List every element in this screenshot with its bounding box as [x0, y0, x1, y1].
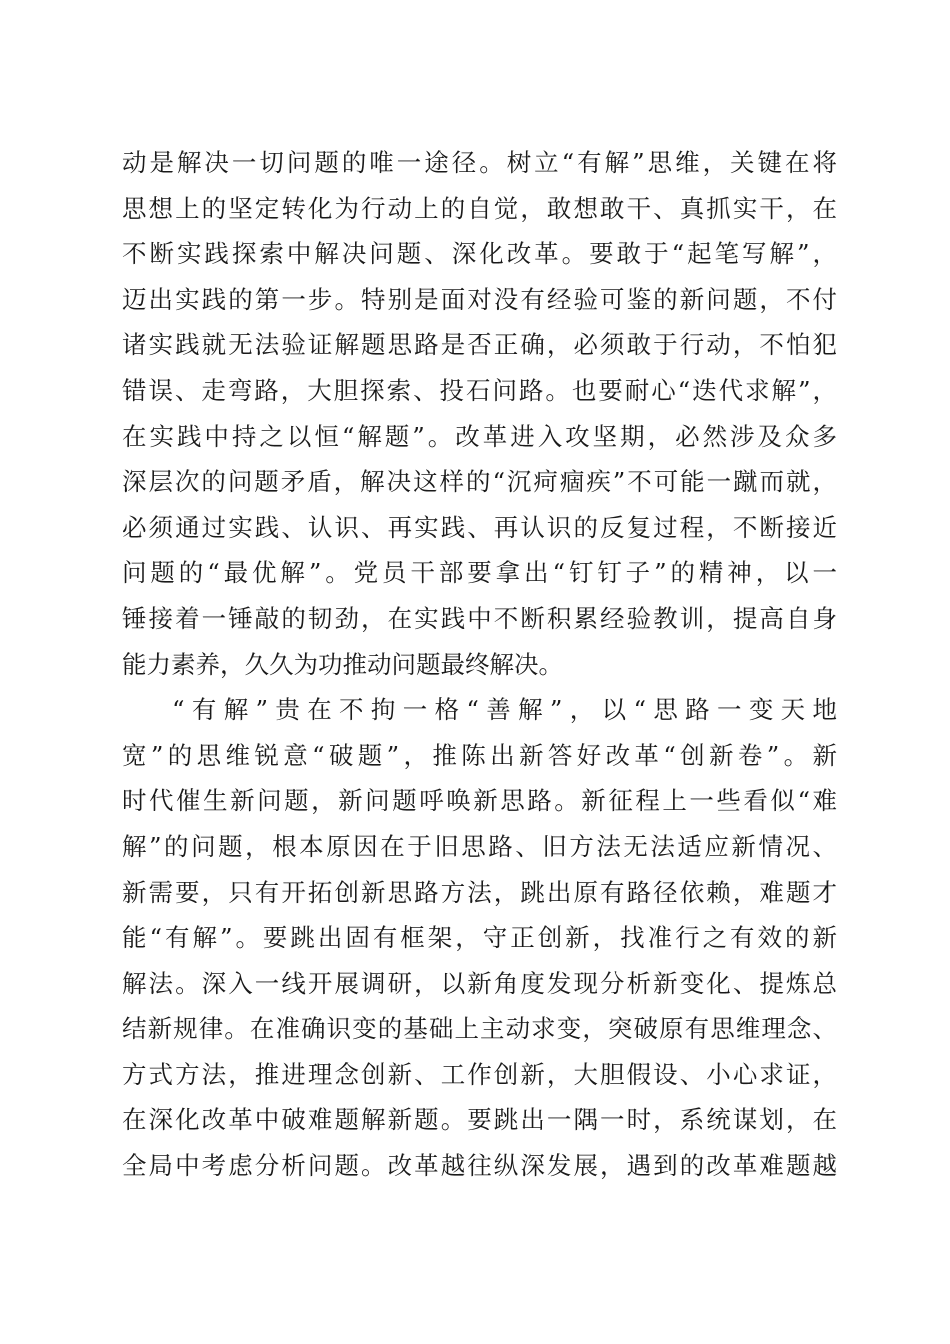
text-line: 结新规律。在准确识变的基础上主动求变，突破原有思维理念、 [122, 1014, 837, 1044]
body-text [122, 140, 837, 1189]
text-line: 方式方法，推进理念创新、工作创新，大胆假设、小心求证， [122, 1059, 837, 1089]
text-line: 能力素养，久久为功推动问题最终解决。 [122, 649, 563, 679]
text-line: 不断实践探索中解决问题、深化改革。要敢于“起笔写解”， [122, 239, 837, 269]
text-line: 思想上的坚定转化为行动上的自觉，敢想敢干、真抓实干，在 [122, 193, 837, 223]
text-line: 全局中考虑分析问题。改革越往纵深发展，遇到的改革难题越 [122, 1151, 837, 1181]
text-line: 在实践中持之以恒“解题”。改革进入攻坚期，必然涉及众多 [122, 421, 837, 451]
text-line: 问题的“最优解”。党员干部要拿出“钉钉子”的精神，以一 [122, 558, 837, 588]
text-line: 迈出实践的第一步。特别是面对没有经验可鉴的新问题，不付 [122, 284, 837, 314]
paragraph-1 [122, 140, 837, 687]
text-line: 解”的问题，根本原因在于旧思路、旧方法无法适应新情况、 [122, 831, 837, 861]
text-line: 必须通过实践、认识、再实践、再认识的反复过程，不断接近 [122, 512, 837, 542]
text-line: 错误、走弯路，大胆探索、投石问路。也要耐心“迭代求解”， [122, 375, 837, 405]
text-line: 时代催生新问题，新问题呼唤新思路。新征程上一些看似“难 [122, 786, 837, 816]
text-line: 宽”的思维锐意“破题”，推陈出新答好改革“创新卷”。新 [122, 740, 837, 770]
text-line: 在深化改革中破难题解新题。要跳出一隅一时，系统谋划，在 [122, 1105, 837, 1135]
text-line: 能“有解”。要跳出固有框架，守正创新，找准行之有效的新 [122, 923, 837, 953]
text-line: “有解”贵在不拘一格“善解”，以“思路一变天地 [172, 695, 837, 725]
text-line: 新需要，只有开拓创新思路方法，跳出原有路径依赖，难题才 [122, 877, 837, 907]
text-line: 动是解决一切问题的唯一途径。树立“有解”思维，关键在将 [122, 148, 837, 177]
text-line: 深层次的问题矛盾，解决这样的“沉疴痼疾”不可能一蹴而就， [122, 467, 837, 497]
text-line: 诸实践就无法验证解题思路是否正确，必须敢于行动，不怕犯 [122, 330, 837, 360]
text-line: 锤接着一锤敲的韧劲，在实践中不断积累经验教训，提高自身 [122, 603, 837, 633]
paragraph-2 [122, 687, 837, 1189]
text-line: 解法。深入一线开展调研，以新角度发现分析新变化、提炼总 [122, 968, 837, 998]
